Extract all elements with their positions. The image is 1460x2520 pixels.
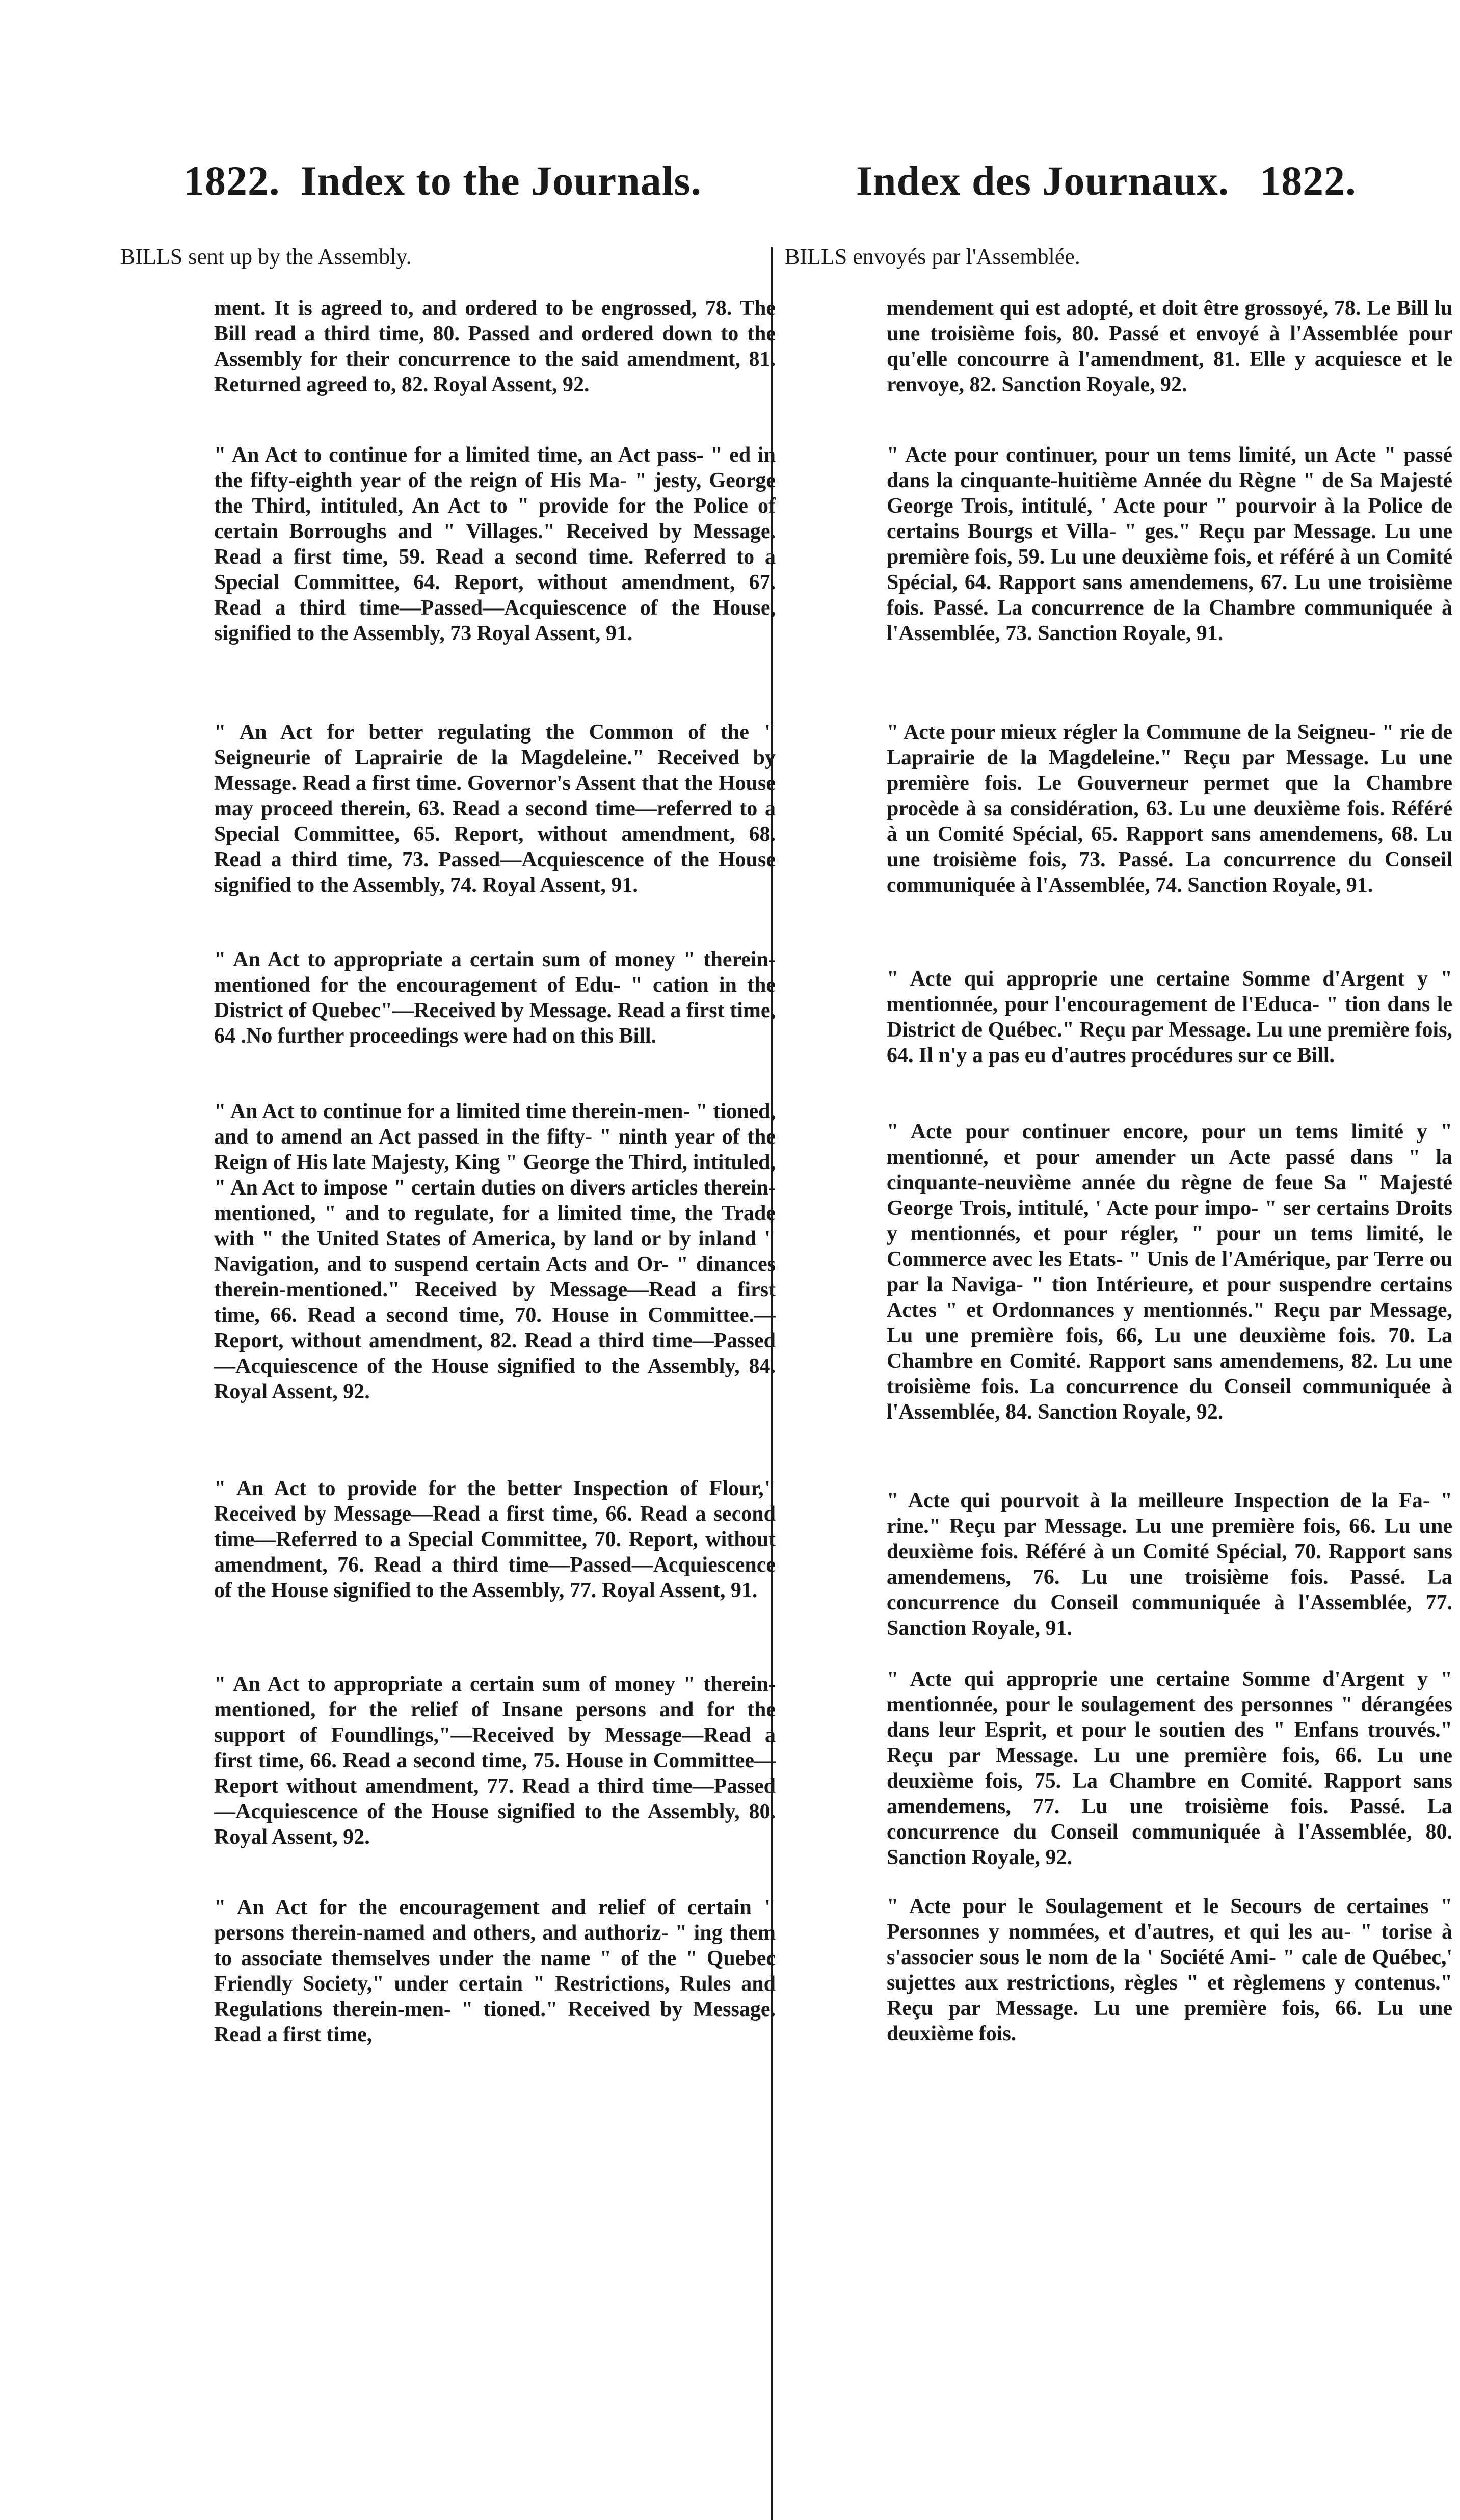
header-year-left: 1822. — [183, 157, 280, 204]
bill-entry-fr-3: " Acte pour mieux régler la Commune de la Seigneu- " rie de Laprairie de la Magdeleine." Reçu par Message. Lu une première fois. Le Gouverneur permet que la Chambre procède à sa considération, 63. Lu une deuxième fois. Référé à un Comité Spécial, 65. Rapport sans amendemens, 68. Lu une troisième fois, 73. Passé. La concurrence du Conseil communiquée à l'Assemblée, 74. Sanction Royale, 91. — [887, 721, 1452, 897]
section-heading-right: BILLS envoyés par l'Assemblée. — [785, 244, 1080, 269]
section-heading-left: BILLS sent up by the Assembly. — [120, 244, 412, 269]
header-year-right: 1822. — [1260, 157, 1357, 204]
header-title-right: Index des Journaux. — [856, 157, 1230, 204]
bill-entry-fr-8: " Acte pour le Soulagement et le Secours de certaines " Personnes y nommées, et d'autres, et qui les au- " torise à s'associer sous le nom de la ' Société Ami- " cale de Québec,' sujettes aux restrictions, règles " et règlemens y contenus." Reçu par Message. Lu une première fois, 66. Lu une deuxième fois. — [887, 1895, 1452, 2046]
bill-entry-en-7: " An Act to appropriate a certain sum of money " therein-mentioned, for the relief of Insane persons and for the support of Foundlings,"—Received by Message—Read a first time, 66. Read a second time, 75. House in Committee—Report without amendment, 77. Read a third time—Passed—Acquiescence of the House signified to the Assembly, 80. Royal Assent, 92. — [214, 1673, 776, 1849]
bill-entry-en-4: " An Act to appropriate a certain sum of money " therein-mentioned for the encouragement of Edu- " cation in the District of Quebec"—Received by Message. Read a first time, 64 .No further proceedings were had on this Bill. — [214, 948, 776, 1048]
bill-entry-fr-2: " Acte pour continuer, pour un tems limité, un Acte " passé dans la cinquante-huitième Année du Règne " de Sa Majesté George Trois, intitulé, ' Acte pour " pourvoir à la Police de certains Bourgs et Villa- " ges." Reçu par Message. Lu une première fois, 59. Lu une deuxième fois, et référé à un Comité Spécial, 64. Rapport sans amendemens, 67. Lu une troisième fois. Passé. La concurrence de la Chambre communiquée à l'Assemblée, 73. Sanction Royale, 91. — [887, 443, 1452, 645]
bill-entry-en-8: " An Act for the encouragement and relief of certain " persons therein-named and others, and authoriz- " ing them to associate themselves under the name " of the " Quebec Friendly Society," under certain " Restrictions, Rules and Regulations therein-men- " tioned." Received by Message. Read a first time, — [214, 1896, 776, 2047]
bill-entry-en-5: " An Act to continue for a limited time therein-men- " tioned, and to amend an Act passed in the fifty- " ninth year of the Reign of His late Majesty, King " George the Third, intituled, " An Act to impose " certain duties on divers articles therein-mentioned, " and to regulate, for a limited time, the Trade with " the United States of America, by land or by inland " Navigation, and to suspend certain Acts and Or- " dinances therein-mentioned." Received by Message—Read a first time, 66. Read a second time, 70. House in Committee.—Report, without amendment, 82. Read a third time—Passed—Acquiescence of the House signified to the Assembly, 84. Royal Assent, 92. — [214, 1100, 776, 1403]
bill-entry-en-3: " An Act for better regulating the Common of the " Seigneurie of Laprairie de la Magdeleine." Received by Message. Read a first time. Governor's Assent that the House may proceed therein, 63. Read a second time—referred to a Special Committee, 65. Report, without amendment, 68. Read a third time, 73. Passed—Acquiescence of the House signified to the Assembly, 74. Royal Assent, 91. — [214, 721, 776, 897]
header-title-left: Index to the Journals. — [300, 157, 702, 204]
bill-entry-en-2: " An Act to continue for a limited time, an Act pass- " ed in the fifty-eighth year of the reign of His Ma- " jesty, George the Third, intituled, An Act to " provide for the Police of certain Borroughs and " Villages." Received by Message. Read a first time, 59. Read a second time. Referred to a Special Committee, 64. Report, without amendment, 67. Read a third time—Passed—Acquiescence of the House, signified to the Assembly, 73 Royal Assent, 91. — [214, 443, 776, 645]
page-header-right — [856, 157, 1357, 205]
bill-entry-fr-1: mendement qui est adopté, et doit être grossoyé, 78. Le Bill lu une troisième fois, 80. Passé et envoyé à l'Assemblée pour qu'elle concourre à l'amendment, 81. Elle y acquiesce et le renvoye, 82. Sanction Royale, 92. — [887, 297, 1452, 396]
page-header-left — [183, 157, 702, 205]
bill-entry-fr-5: " Acte pour continuer encore, pour un tems limité y " mentionné, et pour amender un Acte passé dans " la cinquante-neuvième année du règne de feue Sa " Majesté George Trois, intitulé, ' Acte pour impo- " ser certains Droits y mentionnés, et pour régler, " pour un tems limité, le Commerce avec les Etats- " Unis de l'Amérique, par Terre ou par la Naviga- " tion Intérieure, et pour suspendre certains Actes " et Ordonnances y mentionnés." Reçu par Message, Lu une première fois, 66, Lu une deuxième fois. 70. La Chambre en Comité. Rapport sans amendemens, 82. Lu une troisième fois. La concurrence du Conseil communiquée à l'Assemblée, 84. Sanction Royale, 92. — [887, 1120, 1452, 1424]
bill-entry-en-6: " An Act to provide for the better Inspection of Flour," Received by Message—Read a first time, 66. Read a second time—Referred to a Special Committee, 70. Report, without amendment, 76. Read a third time—Passed—Acquiescence of the House signified to the Assembly, 77. Royal Assent, 91. — [214, 1477, 776, 1602]
bill-entry-en-1: ment. It is agreed to, and ordered to be engrossed, 78. The Bill read a third time, 80. Passed and ordered down to the Assembly for their concurrence to the said amendment, 81. Returned agreed to, 82. Royal Assent, 92. — [214, 297, 776, 396]
bill-entry-fr-4: " Acte qui approprie une certaine Somme d'Argent y " mentionnée, pour l'encouragement de l'Educa- " tion dans le District de Québec." Reçu par Message. Lu une première fois, 64. Il n'y a pas eu d'autres procédures sur ce Bill. — [887, 967, 1452, 1067]
bill-entry-fr-6: " Acte qui pourvoit à la meilleure Inspection de la Fa- " rine." Reçu par Message. Lu une première fois, 66. Lu une deuxième fois. Référé à un Comité Spécial, 70. Rapport sans amendemens, 76. Lu une troisième fois. Passé. La concurrence du Conseil communiquée à l'Assemblée, 77. Sanction Royale, 91. — [887, 1489, 1452, 1640]
bill-entry-fr-7: " Acte qui approprie une certaine Somme d'Argent y " mentionnée, pour le soulagement des personnes " dérangées dans leur Esprit, et pour le soutien des " Enfans trouvés." Reçu par Message. Lu une première fois, 66. Lu une deuxième fois, 75. La Chambre en Comité. Rapport sans amendemens, 77. Lu une troisième fois. Passé. La concurrence du Conseil communiquée à l'Assemblée, 80. Sanction Royale, 92. — [887, 1667, 1452, 1869]
